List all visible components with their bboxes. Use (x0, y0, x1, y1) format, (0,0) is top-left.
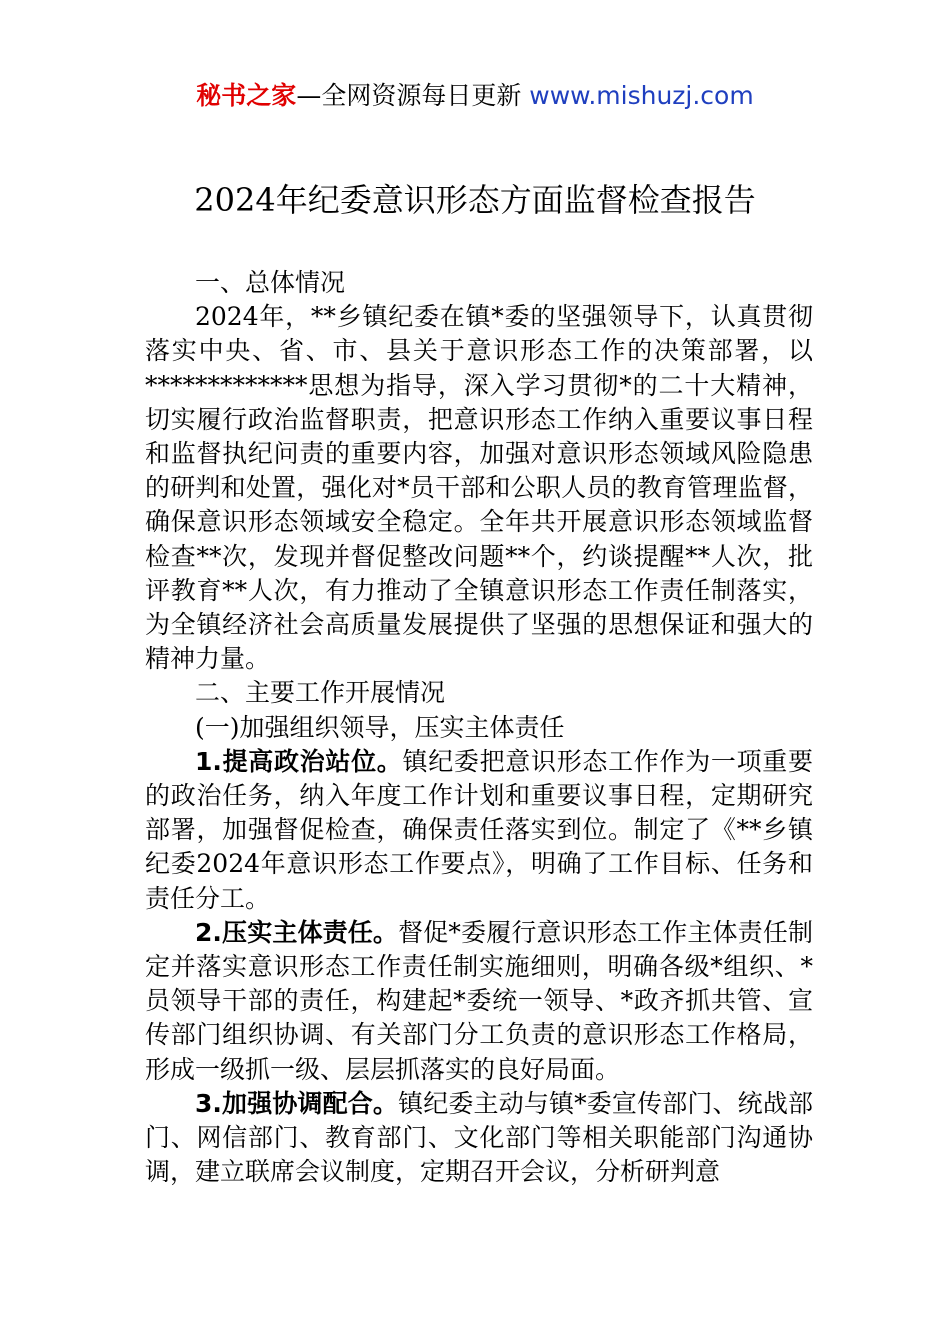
item-3-title: 3.加强协调配合。 (195, 1088, 399, 1118)
document-body (145, 266, 813, 1189)
section-heading-main-work: 二、主要工作开展情况 (195, 678, 446, 708)
paragraph-item-1 (145, 745, 813, 916)
header-banner (0, 80, 950, 112)
item-2-title: 2.压实主体责任。 (195, 917, 399, 947)
section-heading-overview: 一、总体情况 (195, 268, 346, 297)
item-3-text: 镇纪委主动与镇*委宣传部门、统战部门、网信部门、教育部门、文化部门等相关职能部门沟通协调，建立联席会议制度，定期召开会议，分析研判意 (145, 1088, 813, 1187)
subsection-heading-leadership: (一)加强组织领导，压实主体责任 (195, 712, 565, 742)
item-2-text: 督促*委履行意识形态工作主体责任制定并落实意识形态工作责任制实施细则，明确各级*组织、*员领导干部的责任，构建起*委统一领导、*政齐抓共管、宣传部门组织协调、有关部门分工负责的意识形态工作格局，形成一级抓一级、层层抓落实的良好局面。 (145, 917, 813, 1084)
document-title: 2024年纪委意识形态方面监督检查报告 (194, 181, 756, 219)
brand-name: 秘书之家 (196, 81, 297, 110)
item-1-text: 镇纪委把意识形态工作作为一项重要的政治任务，纳入年度工作计划和重要议事日程，定期研究部署，加强督促检查，确保责任落实到位。制定了《**乡镇纪委2024年意识形态工作要点》，明确了工作目标、任务和责任分工。 (145, 746, 813, 913)
paragraph-overview: 2024年，**乡镇纪委在镇*委的坚强领导下，认真贯彻落实中央、省、市、县关于意识形态工作的决策部署，以*************思想为指导，深入学习贯彻*的二十大精神，切实履行政治监督职责，把意识形态工作纳入重要议事日程和监督执纪问责的重要内容，加强对意识形态领域风险隐患的研判和处置，强化对*员干部和公职人员的教育管理监督，确保意识形态领域安全稳定。全年共开展意识形态领域监督检查**次，发现并督促整改问题**个，约谈提醒**人次，批评教育**人次，有力推动了全镇意识形态工作责任制落实，为全镇经济社会高质量发展提供了坚强的思想保证和强大的精神力量。 (145, 302, 813, 674)
website-link[interactable]: www.mishuzj.com (529, 81, 754, 110)
banner-slogan: —全网资源每日更新 (296, 81, 522, 110)
paragraph-item-3 (145, 1087, 813, 1190)
item-1-title: 1.提高政治站位。 (195, 746, 403, 776)
paragraph-item-2 (145, 916, 813, 1087)
